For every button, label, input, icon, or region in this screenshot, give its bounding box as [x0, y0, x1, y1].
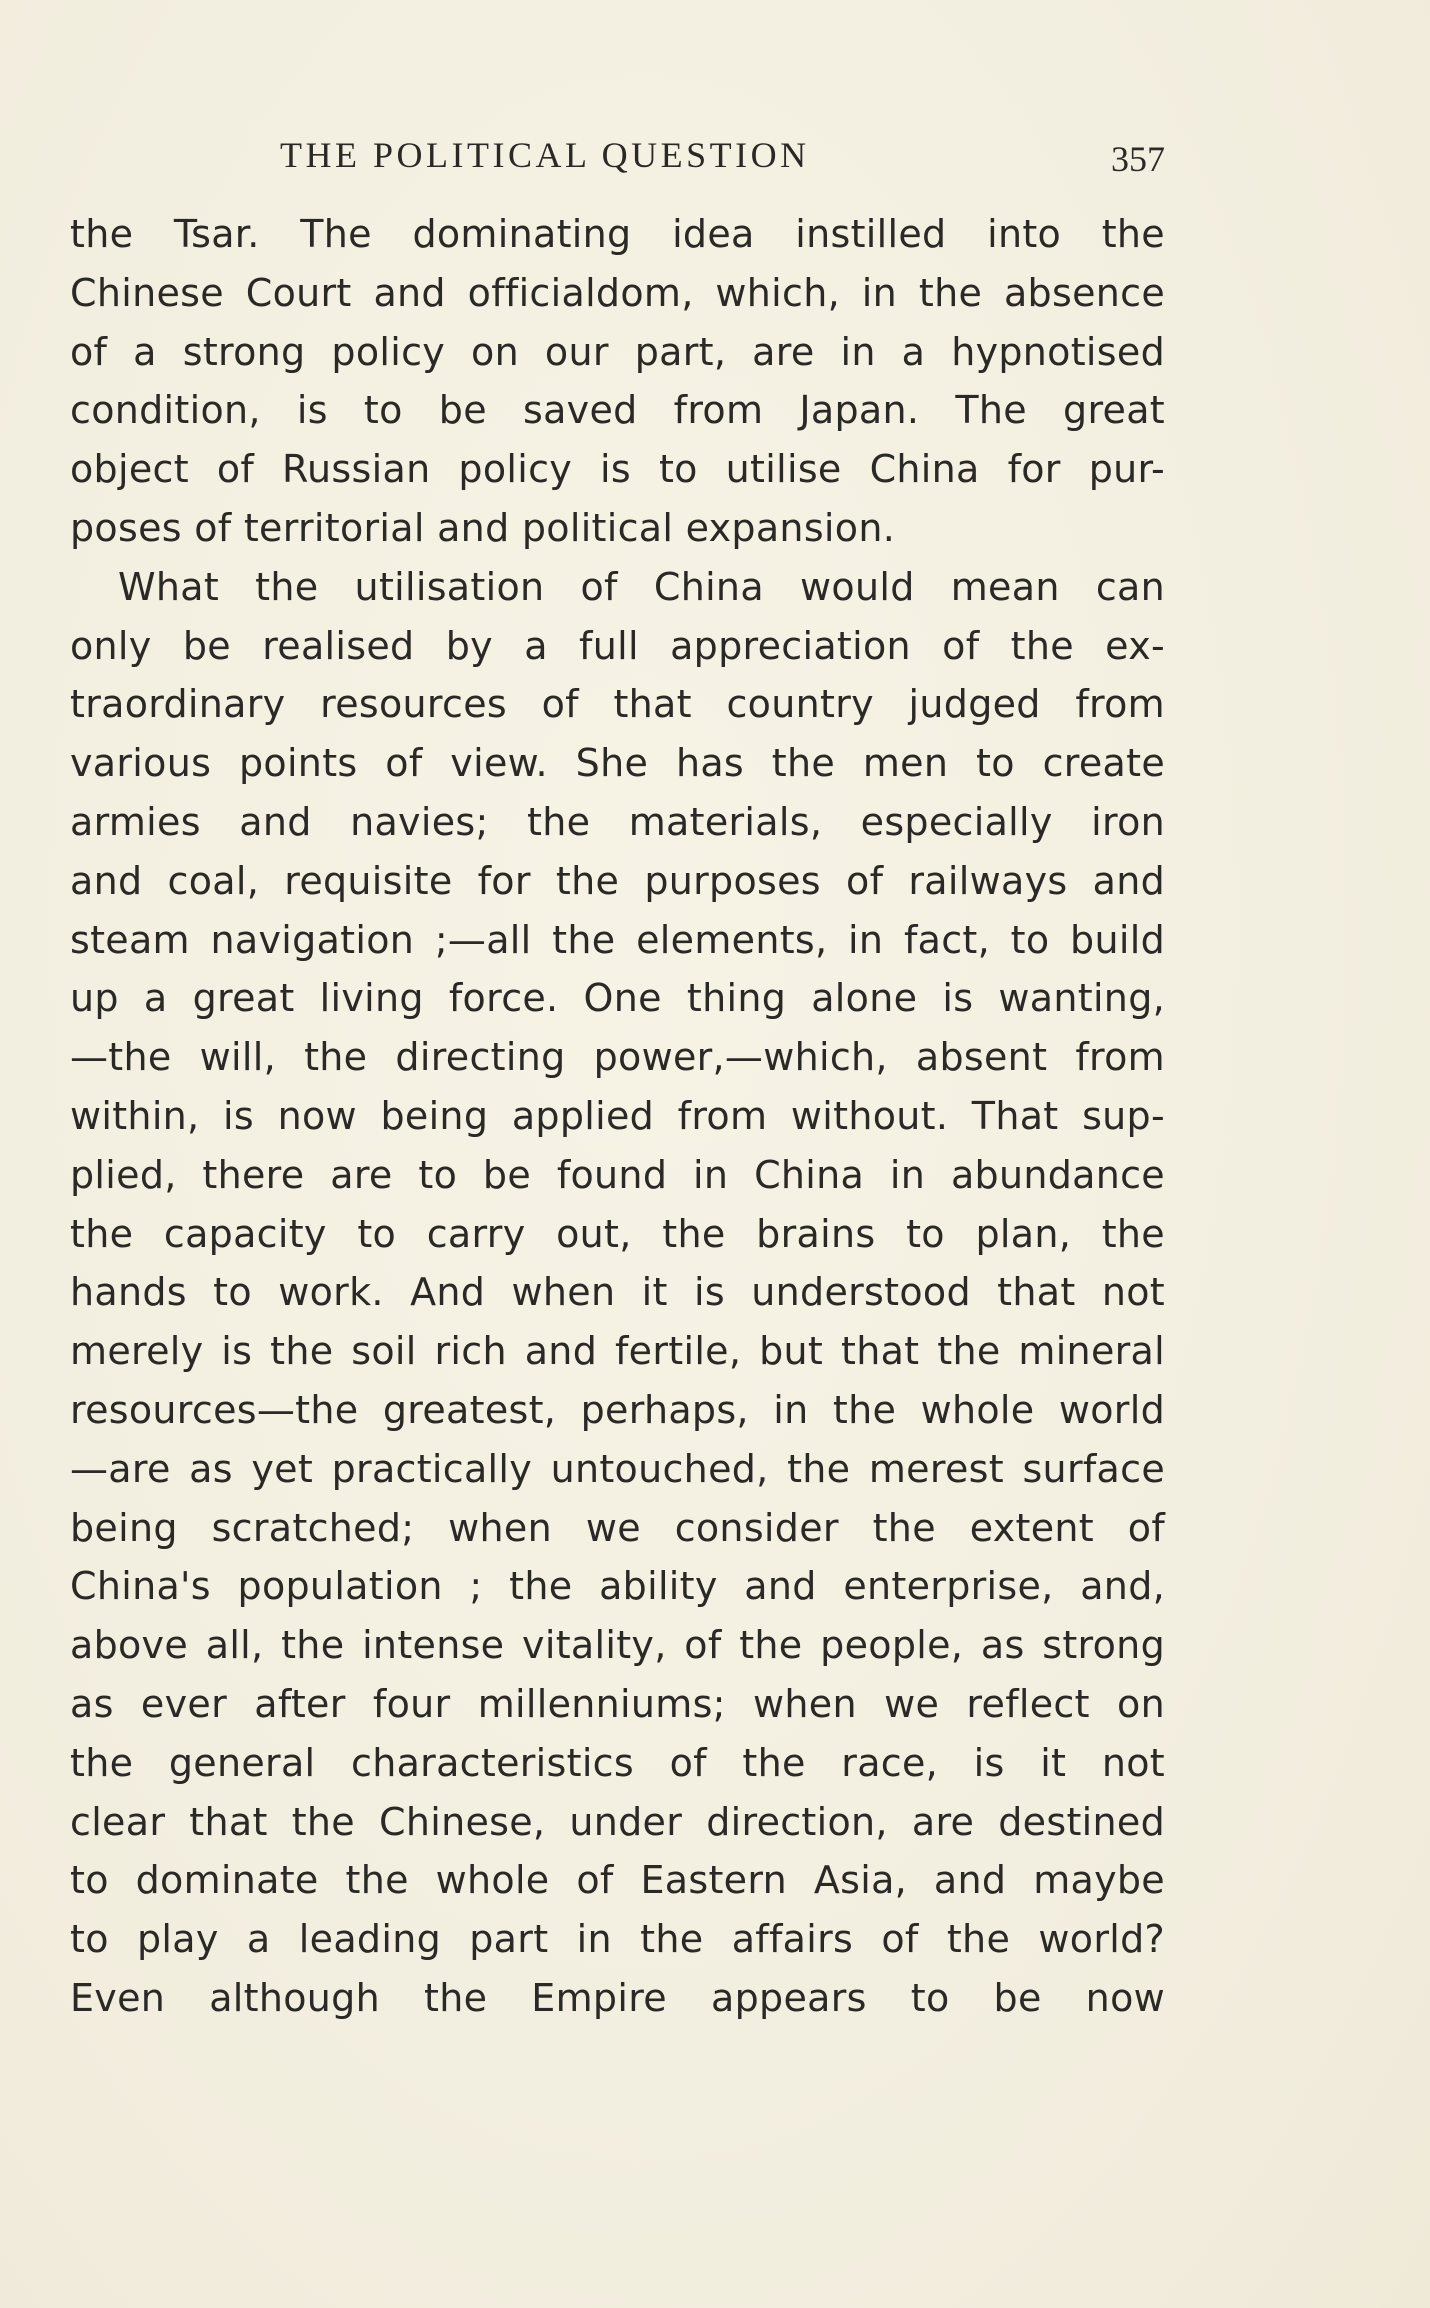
text-line: only be realised by a full appreciation of the ex-	[70, 623, 1165, 668]
text-line: Even although the Empire appears to be now	[70, 1975, 1165, 2020]
text-line: being scratched; when we consider the extent of	[70, 1505, 1165, 1550]
text-line: to dominate the whole of Eastern Asia, and maybe	[70, 1858, 1165, 1903]
text-line: China's population ; the ability and enterprise, and,	[70, 1564, 1165, 1609]
text-line: merely is the soil rich and fertile, but that the mineral	[70, 1329, 1165, 1374]
text-line: various points of view. She has the men to create	[70, 741, 1165, 786]
text-line: and coal, requisite for the purposes of railways and	[70, 858, 1165, 903]
text-line: condition, is to be saved from Japan. The great	[70, 388, 1165, 433]
text-line: the general characteristics of the race, is it not	[70, 1740, 1165, 1785]
running-head	[70, 130, 1165, 180]
text-line: the capacity to carry out, the brains to plan, the	[70, 1211, 1165, 1256]
page-number: 357	[1111, 139, 1165, 179]
body-text	[70, 205, 1165, 2028]
text-line: hands to work. And when it is understood that not	[70, 1270, 1165, 1315]
text-line: What the utilisation of China would mean can	[118, 564, 1165, 609]
text-line: clear that the Chinese, under direction, are destined	[70, 1799, 1165, 1844]
text-line: armies and navies; the materials, especially iron	[70, 799, 1165, 844]
text-line: —are as yet practically untouched, the merest surface	[70, 1446, 1165, 1491]
text-line: to play a leading part in the affairs of the world?	[70, 1917, 1165, 1962]
text-line: of a strong policy on our part, are in a hypnotised	[70, 329, 1165, 374]
text-line: traordinary resources of that country judged from	[70, 682, 1165, 727]
text-line: plied, there are to be found in China in abundance	[70, 1152, 1165, 1197]
text-line: as ever after four millenniums; when we reflect on	[70, 1681, 1165, 1726]
text-line: —the will, the directing power,—which, absent from	[70, 1035, 1165, 1080]
text-line: above all, the intense vitality, of the people, as strong	[70, 1623, 1165, 1668]
text-line: poses of territorial and political expansion.	[70, 505, 896, 550]
text-line: Chinese Court and officialdom, which, in the absence	[70, 270, 1165, 315]
text-line: resources—the greatest, perhaps, in the whole world	[70, 1387, 1165, 1432]
text-line: steam navigation ;—all the elements, in fact, to build	[70, 917, 1165, 962]
text-line: within, is now being applied from without. That sup-	[70, 1093, 1165, 1138]
text-line: object of Russian policy is to utilise China for pur-	[70, 447, 1165, 492]
text-line: the Tsar. The dominating idea instilled into the	[70, 212, 1165, 256]
text-line: up a great living force. One thing alone is wanting,	[70, 976, 1165, 1021]
running-title: THE POLITICAL QUESTION	[280, 135, 810, 175]
